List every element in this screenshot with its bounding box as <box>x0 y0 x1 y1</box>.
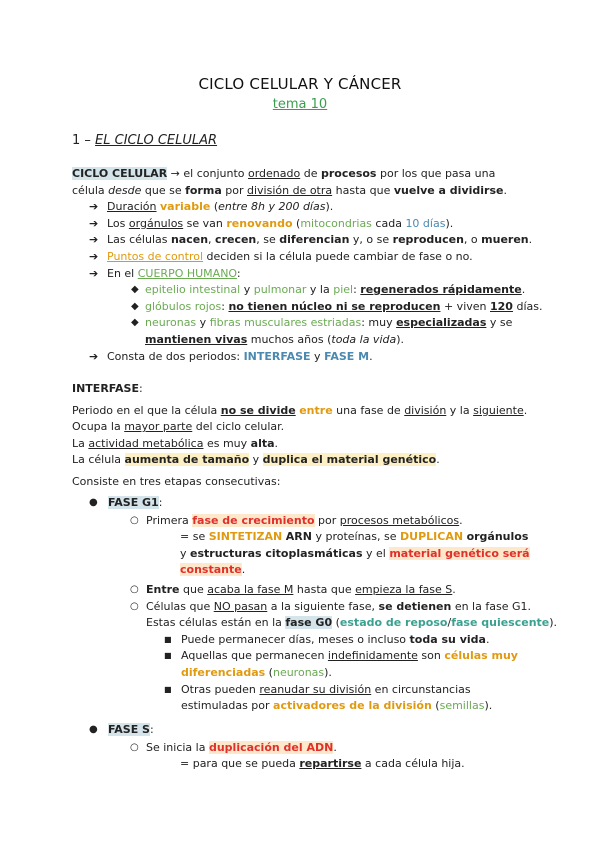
bullet-duracion: ➔ Duración variable (entre 8h y 200 días). <box>72 199 532 216</box>
interfase-line-4: La célula aumenta de tamaño y duplica el material genético. <box>72 453 440 467</box>
interfase-line-1: Periodo en el que la célula no se divide entre una fase de división y la siguiente. <box>72 403 528 417</box>
fase-g1-heading: ● FASE G1: <box>72 495 532 512</box>
fase-g1-block <box>72 495 558 715</box>
g1-item-no-pasan: ○ Células que NO pasan a la siguiente fase, se detienen en la fase G1. <box>72 599 532 616</box>
g1-eq-line-1: = se SINTETIZAN ARN y proteínas, se DUPLICAN orgánulos <box>180 530 529 544</box>
diamond-bullet-icon: ◆ <box>131 300 139 312</box>
circle-bullet-icon: ○ <box>130 583 139 595</box>
interfase-line-3: La actividad metabólica es muy alta. <box>72 436 279 450</box>
g0-sub-reanudar-cont: estimuladas por activadores de la división (semillas). <box>181 699 493 713</box>
definition-line-1: CICLO CELULAR → el conjunto ordenado de procesos por los que pasa una <box>72 167 496 180</box>
s-eq-line: = para que se pueda repartirse a cada célula hija. <box>180 757 465 771</box>
bullet-organulos: ➔ Los orgánulos se van renovando (mitocondrias cada 10 días). <box>72 216 532 233</box>
arrow-bullet-icon: ➔ <box>89 233 99 247</box>
section-number: 1 – <box>72 133 91 148</box>
section-label: EL CICLO CELULAR <box>95 133 218 148</box>
g1-eq-line-2: y estructuras citoplasmáticas y el material genético será <box>180 546 530 560</box>
g1-eq-line-3: constante. <box>180 563 246 577</box>
fase-s-heading: ● FASE S: <box>72 722 532 739</box>
bullet-celulas: ➔ Las células nacen, crecen, se diferencian y, o se reproducen, o mueren. <box>72 232 532 249</box>
s-item-duplicacion: ○ Se inicia la duplicación del ADN. <box>72 740 532 757</box>
interfase-heading: INTERFASE: <box>72 382 143 395</box>
g1-item-crecimiento: ○ Primera fase de crecimiento por procesos metabólicos. <box>72 513 532 530</box>
subbullet-neuronas: ◆ neuronas y fibras musculares estriadas: muy especializadas y se <box>72 315 532 332</box>
g1-item-g0: Estas células están en la fase G0 (estado de reposo/fase quiescente). <box>146 616 558 630</box>
arrow-bullet-icon: ➔ <box>89 266 99 280</box>
arrow-bullet-icon: ➔ <box>89 349 99 363</box>
g0-sub-indefinidamente-cont: diferenciadas (neuronas). <box>181 665 332 679</box>
square-bullet-icon: ■ <box>164 634 172 644</box>
g0-sub-indefinidamente: ■ Aquellas que permanecen indefinidamente son células muy <box>72 648 532 665</box>
page-subtitle: tema 10 <box>272 97 328 112</box>
bullet-cuerpo-humano: ➔ En el CUERPO HUMANO: <box>72 266 532 283</box>
section-heading <box>72 133 217 150</box>
square-bullet-icon: ■ <box>164 651 172 661</box>
interfase-line-2: Ocupa la mayor parte del ciclo celular. <box>72 420 285 434</box>
diamond-bullet-icon: ◆ <box>131 317 139 329</box>
arrow-bullet-icon: ➔ <box>89 249 99 263</box>
fase-s-block <box>72 722 532 773</box>
arrow-bullet-icon: ➔ <box>89 216 99 230</box>
square-bullet-icon: ■ <box>164 684 172 694</box>
g0-sub-permanecer: ■ Puede permanecer días, meses o incluso toda su vida. <box>72 632 532 649</box>
g0-sub-reanudar: ■ Otras pueden reanudar su división en circunstancias <box>72 682 532 699</box>
circle-bullet-icon: ○ <box>130 600 139 612</box>
definition-line-2: célula desde que se forma por división de otra hasta que vuelve a dividirse. <box>72 183 507 197</box>
dot-bullet-icon: ● <box>89 497 98 508</box>
bullet-periodos: ➔ Consta de dos periodos: INTERFASE y FASE M. <box>72 349 532 366</box>
dot-bullet-icon: ● <box>89 724 98 735</box>
interfase-line-5: Consiste en tres etapas consecutivas: <box>72 474 281 488</box>
interfase-block <box>72 381 532 491</box>
bullet-puntos-control: ➔ Puntos de control deciden si la célula puede cambiar de fase o no. <box>72 249 532 266</box>
definition-block <box>72 166 543 365</box>
subbullet-globulos: ◆ glóbulos rojos: no tienen núcleo ni se reproducen + viven 120 días. <box>72 299 532 316</box>
circle-bullet-icon: ○ <box>130 741 139 753</box>
subbullet-epitelio: ◆ epitelio intestinal y pulmonar y la piel: regenerados rápidamente. <box>72 282 532 299</box>
circle-bullet-icon: ○ <box>130 514 139 526</box>
subbullet-neuronas-cont: mantienen vivas muchos años (toda la vida). <box>145 332 405 346</box>
g1-item-entre: ○ Entre que acaba la fase M hasta que empieza la fase S. <box>72 582 532 599</box>
diamond-bullet-icon: ◆ <box>131 284 139 296</box>
arrow-bullet-icon: ➔ <box>89 200 99 214</box>
page-title: CICLO CELULAR Y CÁNCER <box>198 75 402 93</box>
